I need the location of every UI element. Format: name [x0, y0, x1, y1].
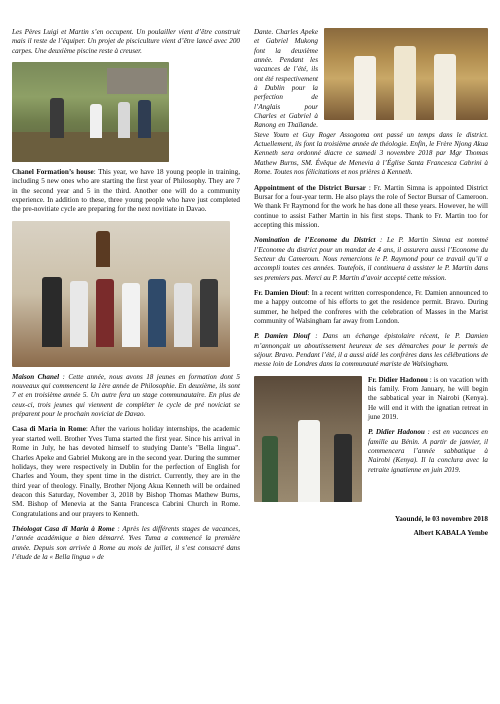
- left-column: [12, 28, 240, 562]
- maison-paragraph-fr: Maison Chanel : Cette année, nous avons 18 jeunes en formation dont 5 nouveaux qui commencent la 1ère année de Philosophie. En deuxième, ils sont 7 et en troisième année 5. Un autre fera un stage communautaire. En plus de ceux-ci, trois jeunes qui viennent de compléter le cycle de pré noviciat se préparent pour le prochain noviciat de Davao.: [12, 372, 240, 419]
- author-signature: Albert KABALA Yembe: [413, 528, 488, 537]
- mass-photo: [254, 376, 362, 502]
- right-column: [254, 28, 488, 538]
- casa-paragraph-en: Casa di Maria in Rome: After the various holiday internships, the academic year started well. Brother Yves Tuma started the first year. Since his arrival in Rome in July, he has devoted himself to studying Dante’s "Bella lingua". Charles Apeke and Gabriel Mukong are in the second year. During the summer holidays, they were respectively in Dublin for the perfection of English for Charles and Youm, they spent time in the district. Currently, they are in the third year of theology. Finally, Brother Njong Akua Kenneth will be ordained deacon this Saturday, November 3, 2018 by Bishop Thomas Mathew Burns, SM. Bishop of Menevia at the Santa Francesca Cabrini Church in Rome. Congratulations and our prayers to Kenneth.: [12, 425, 240, 518]
- cathedral-photo: [324, 28, 488, 120]
- econome-paragraph-fr: Nomination de l’Econome du District : Le P. Martin Simna est nommé l’Econome du district pour un mandat de 4 ans, il assurera aussi l’Econome du Secteur du Cameroun. Nous remercions le P. Raymond pour ce travail qu’il a accompli toutes ces années. Toutefois, il continuera à assister le P. Martin dans ses premiers pas. Merci au P. Martin d’avoir accepté cette mission.: [254, 236, 489, 282]
- diouf-paragraph-fr: P. Damien Diouf : Dans un échange épistolaire récent, le P. Damien m’annonçait un aboutissement heureux de ses démarches pour le permis de séjour. Bravo. Pendant l’été, il a aussi aidé les confrères dans les célébrations de messe loin de Londres dans la communauté mariste de Walsingham.: [254, 332, 488, 369]
- newsletter-page: [12, 0, 488, 704]
- group-photo: [12, 221, 230, 367]
- hadonou-paragraph-en: Fr. Didier Hadonou : is on vacation with his family. From January, he will begin the sabbatical year in Nairobi (Kenya). He will end it with the ignatian retreat in june 2019.: [368, 375, 488, 422]
- bursar-paragraph-en: Appointment of the District Bursar : Fr. Martin Simna is appointed District Bursar for a four-year term. He also plays the role of Sector Bursar of Cameroon. We thank Fr Raymond for the work he has done all these years. However, he will continue to assist Father Martin in his first steps. Thank to Fr. Martin too for accepting this mission.: [254, 183, 488, 229]
- diouf-paragraph-en: Fr. Damien Diouf: In a recent written correspondence, Fr. Damien announced to me a happy outcome of his efforts to get the residence permit. Bravo. During summer, he helped the confreres with the celebration of Masses in the Marist community of Walsingham far away from London.: [254, 288, 488, 325]
- chanel-paragraph-en: Chanel Formation’s house: This year, we have 18 young people in training, including 5 new ones who are starting the first year of Philosophy. They are 7 in the second year and 5 in the third. Another one will do a community experience. In addition to these, three young people who have just completed the pre-novitiate cycle are preparing for the next novitiate in Davao.: [12, 168, 240, 214]
- intro-paragraph-fr: Les Pères Luigi et Martin s’en occupent. Un poulailler vient d’être construit mais il reste de l’équiper. Un projet de pisciculture vient d’être lancé avec 200 carpes. Une deuxième piscine reste à creuser.: [12, 28, 240, 55]
- hadonou-paragraph-fr: P. Didier Hadonou : est en vacances en famille au Bénin. A partir de janvier, il commencera l’année sabbatique à Nairobi (Kenya). Il la conclura avec la retraite ignatienne en juin 2019.: [368, 428, 488, 474]
- farm-photo: [12, 62, 169, 162]
- theologat-paragraph-fr: Théologat Casa di Maria à Rome : Après les différents stages de vacances, l’année académique a bien démarré. Yves Tuma a commencé la première année. Depuis son arrivée à Rome au mois de juillet, il s’est consacré dans l’étude de la « Bella lingua » de: [12, 524, 240, 561]
- top-paragraph-fr: Dante. Charles Apeke et Gabriel Mukong font la deuxième année. Pendant les vacances de l’été, ils ont été respectivement à Dublin pour la perfection de l’Anglais pour Charles et Gabriel à Ranong en Thaïlande. Steve Youm et Guy Roger Assogoma ont passé un temps dans le district. Actuellement, ils font la troisième année de théologie. Enfin, le Frère Njong Akua Kenneth sera ordonné diacre ce samedi 3 novembre 2018 par Mgr Thomas Mathew Burns, SM. Évêque de Menevia à l’Église Santa Francesca Cabrini à Rome. Toutes nos félicitations et nos prières à Kenneth.: [254, 28, 488, 177]
- date-line: Yaoundé, le 03 novembre 2018: [394, 514, 488, 523]
